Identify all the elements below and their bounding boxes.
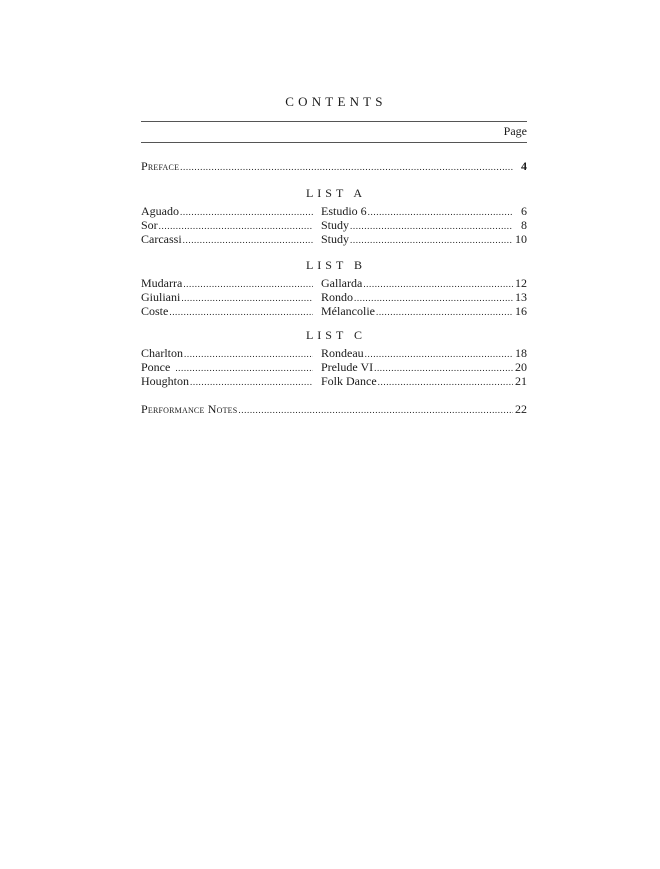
dot-leader [169, 305, 313, 319]
page-number: 18 [515, 346, 527, 360]
dot-leader [376, 305, 513, 319]
piece-title: Study [321, 218, 350, 232]
toc-entry[interactable] [141, 276, 527, 290]
composer-name: Ponce [141, 360, 171, 374]
top-rule [141, 121, 527, 122]
page-number: 20 [515, 360, 527, 374]
dot-leader [183, 233, 313, 247]
page-column-label: Page [503, 124, 527, 138]
list-a-heading: LIST A [305, 186, 367, 200]
page-title: CONTENTS [285, 94, 387, 109]
toc-entry[interactable] [141, 360, 527, 374]
dot-leader [350, 219, 513, 233]
toc-entry[interactable] [141, 232, 527, 246]
dot-leader [184, 347, 313, 361]
page-number: 12 [515, 276, 527, 290]
preface-label: Preface [141, 159, 180, 173]
toc-entry[interactable] [141, 374, 527, 388]
toc-entry[interactable] [141, 204, 527, 218]
piece-title: Study [321, 232, 350, 246]
toc-entry[interactable] [141, 218, 527, 232]
piece-title: Prelude VI [321, 360, 374, 374]
dot-leader [190, 375, 313, 389]
page-number: 10 [515, 232, 527, 246]
dot-leader [180, 205, 313, 219]
page-number: 13 [515, 290, 527, 304]
composer-name: Mudarra [141, 276, 183, 290]
dot-leader [181, 291, 313, 305]
preface-page: 4 [521, 159, 527, 173]
composer-name: Coste [141, 304, 169, 318]
composer-name: Carcassi [141, 232, 182, 246]
list-b-heading: LIST B [305, 258, 367, 272]
page-number: 8 [521, 218, 527, 232]
piece-title: Estudio 6 [321, 204, 367, 218]
dot-leader [175, 361, 313, 375]
composer-name: Giuliani [141, 290, 181, 304]
page-number: 16 [515, 304, 527, 318]
page-number: 6 [521, 204, 527, 218]
piece-title: Mélancolie [321, 304, 375, 318]
piece-title: Folk Dance [321, 374, 377, 388]
composer-name: Houghton [141, 374, 189, 388]
composer-name: Charlton [141, 346, 183, 360]
toc-entry-performance-notes[interactable] [141, 402, 527, 416]
composer-name: Sor [141, 218, 158, 232]
dot-leader [374, 361, 513, 375]
dot-leader [238, 403, 513, 417]
list-c-heading: LIST C [305, 328, 367, 342]
piece-title: Gallarda [321, 276, 363, 290]
toc-entry-preface[interactable] [141, 159, 527, 173]
dot-leader [365, 347, 513, 361]
toc-entry[interactable] [141, 346, 527, 360]
performance-notes-label: Performance Notes [141, 402, 238, 416]
dot-leader [350, 233, 513, 247]
dot-leader [180, 160, 513, 174]
dot-leader [378, 375, 513, 389]
piece-title: Rondo [321, 290, 354, 304]
dot-leader [159, 219, 313, 233]
bottom-rule [141, 142, 527, 143]
performance-notes-page: 22 [515, 402, 527, 416]
composer-name: Aguado [141, 204, 179, 218]
page-number: 21 [515, 374, 527, 388]
toc-entry[interactable] [141, 304, 527, 318]
dot-leader [363, 277, 513, 291]
toc-entry[interactable] [141, 290, 527, 304]
dot-leader [368, 205, 513, 219]
dot-leader [183, 277, 313, 291]
dot-leader [354, 291, 513, 305]
piece-title: Rondeau [321, 346, 364, 360]
